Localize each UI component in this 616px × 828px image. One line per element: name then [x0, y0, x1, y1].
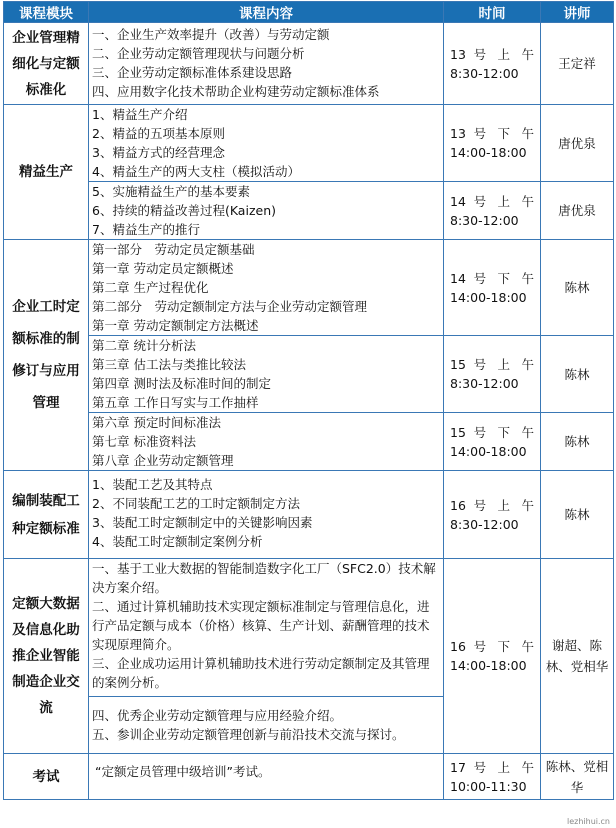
content-line: 四、优秀企业劳动定额管理与应用经验介绍。: [92, 708, 343, 723]
content-line: 7、精益生产的推行: [92, 222, 200, 237]
content-cell: [89, 336, 444, 413]
time-date: 14 号 下 午: [450, 270, 534, 286]
time-hours: 8:30-12:00: [450, 516, 519, 532]
content-line: 第一章 劳动定额制定方法概述: [92, 318, 259, 333]
content-line: 1、装配工艺及其特点: [92, 477, 213, 492]
teacher-cell: 唐优泉: [541, 182, 614, 240]
time-cell: [444, 471, 541, 559]
content-line: 第三章 估工法与类推比较法: [92, 357, 246, 372]
module-cell: 定额大数据及信息化助推企业智能制造企业交流: [4, 559, 89, 754]
content-cell: [89, 697, 444, 754]
time-date: 16 号 下 午: [450, 639, 534, 654]
teacher-cell: 陈林: [541, 240, 614, 336]
content-line: 第四章 测时法及标准时间的制定: [92, 376, 271, 391]
time-date: 14 号 上 午: [450, 193, 534, 209]
time-cell: [444, 336, 541, 413]
table-row: [4, 240, 614, 336]
content-line: 4、精益生产的两大支柱（模拟活动）: [92, 164, 300, 179]
content-line: 第二章 生产过程优化: [92, 280, 209, 295]
table-row: [4, 471, 614, 559]
teacher-cell: 王定祥: [541, 23, 614, 105]
time-cell: [444, 413, 541, 471]
course-schedule-table: [3, 1, 614, 800]
time-cell: [444, 754, 541, 800]
time-date: 13 号 下 午: [450, 126, 534, 141]
header-module: 课程模块: [4, 2, 89, 23]
content-cell: [89, 471, 444, 559]
table-row: [4, 182, 614, 240]
time-hours: 8:30-12:00: [450, 212, 519, 228]
time-cell: [444, 240, 541, 336]
content-cell: [89, 413, 444, 471]
content-cell: [89, 559, 444, 697]
time-date: 15 号 上 午: [450, 357, 534, 372]
content-cell: [89, 240, 444, 336]
table-row: [4, 413, 614, 471]
time-hours: 14:00-18:00: [450, 289, 527, 305]
time-cell: [444, 105, 541, 182]
time-hours: 8:30-12:00: [450, 65, 519, 81]
time-date: 16 号 上 午: [450, 497, 534, 513]
teacher-cell: 唐优泉: [541, 105, 614, 182]
content-line: 3、精益方式的经营理念: [92, 145, 225, 160]
module-cell: 企业管理精细化与定额标准化: [4, 23, 89, 105]
header-time: 时间: [444, 2, 541, 23]
content-cell: [89, 105, 444, 182]
watermark-text: lezhihui.cn: [566, 817, 610, 826]
teacher-cell: 谢超、陈林、党相华: [541, 559, 614, 754]
content-line: 五、参训企业劳动定额管理创新与前沿技术交流与探讨。: [92, 727, 405, 742]
time-cell: [444, 182, 541, 240]
table-row: [4, 105, 614, 182]
content-line: 1、精益生产介绍: [92, 107, 188, 122]
header-row: [4, 2, 614, 23]
content-line: 第二部分 劳动定额制定方法与企业劳动定额管理: [92, 299, 368, 314]
content-line: 第六章 预定时间标准法: [92, 415, 221, 430]
content-line: 第八章 企业劳动定额管理: [92, 453, 234, 468]
content-line: “定额定员管理中级培训”考试。: [95, 764, 271, 779]
content-line: 二、企业劳动定额管理现状与问题分析: [92, 46, 305, 61]
content-line: 二、通过计算机辅助技术实现定额标准制定与管理信息化，进行产品定额与成本（价格）核算、生产计划、薪酬管理的技术实现原理简介。: [92, 599, 430, 652]
header-content: 课程内容: [89, 2, 444, 23]
time-cell: [444, 559, 541, 754]
content-line: 一、基于工业大数据的智能制造数字化工厂（SFC2.0）技术解决方案介绍。: [92, 561, 436, 595]
time-hours: 14:00-18:00: [450, 658, 527, 673]
content-cell: [89, 182, 444, 240]
module-cell: 企业工时定额标准的制修订与应用管理: [4, 240, 89, 471]
content-line: 3、装配工时定额制定中的关键影响因素: [92, 515, 313, 530]
time-date: 13 号 上 午: [450, 46, 534, 62]
module-cell: 考试: [4, 754, 89, 800]
content-line: 2、不同装配工艺的工时定额制定方法: [92, 496, 300, 511]
content-line: 第七章 标准资料法: [92, 434, 196, 449]
teacher-cell: 陈林: [541, 471, 614, 559]
table-row: [4, 23, 614, 105]
module-cell: 精益生产: [4, 105, 89, 240]
content-line: 三、企业劳动定额标准体系建设思路: [92, 65, 293, 80]
content-cell: [89, 23, 444, 105]
content-cell: [89, 754, 444, 800]
time-date: 15 号 下 午: [450, 424, 534, 440]
table-row: [4, 336, 614, 413]
content-line: 第一部分 劳动定员定额基础: [92, 242, 255, 257]
content-line: 四、应用数字化技术帮助企业构建劳动定额标准体系: [92, 84, 380, 99]
time-hours: 10:00-11:30: [450, 778, 527, 794]
content-line: 2、精益的五项基本原则: [92, 126, 225, 141]
table-row: [4, 754, 614, 800]
module-cell: 编制装配工种定额标准: [4, 471, 89, 559]
time-hours: 8:30-12:00: [450, 376, 519, 391]
time-cell: [444, 23, 541, 105]
content-line: 三、企业成功运用计算机辅助技术进行劳动定额制定及其管理的案例分析。: [92, 656, 430, 690]
content-line: 第二章 统计分析法: [92, 338, 196, 353]
content-line: 一、企业生产效率提升（改善）与劳动定额: [92, 27, 330, 42]
time-date: 17 号 上 午: [450, 759, 534, 775]
time-hours: 14:00-18:00: [450, 443, 527, 459]
time-hours: 14:00-18:00: [450, 145, 527, 160]
teacher-cell: 陈林: [541, 413, 614, 471]
content-line: 第五章 工作日写实与工作抽样: [92, 395, 259, 410]
header-teacher: 讲师: [541, 2, 614, 23]
content-line: 6、持续的精益改善过程(Kaizen): [92, 203, 276, 218]
teacher-cell: 陈林、党相华: [541, 754, 614, 800]
content-line: 4、装配工时定额制定案例分析: [92, 534, 263, 549]
content-line: 5、实施精益生产的基本要素: [92, 184, 250, 199]
teacher-cell: 陈林: [541, 336, 614, 413]
table-row: [4, 559, 614, 697]
content-line: 第一章 劳动定员定额概述: [92, 261, 234, 276]
